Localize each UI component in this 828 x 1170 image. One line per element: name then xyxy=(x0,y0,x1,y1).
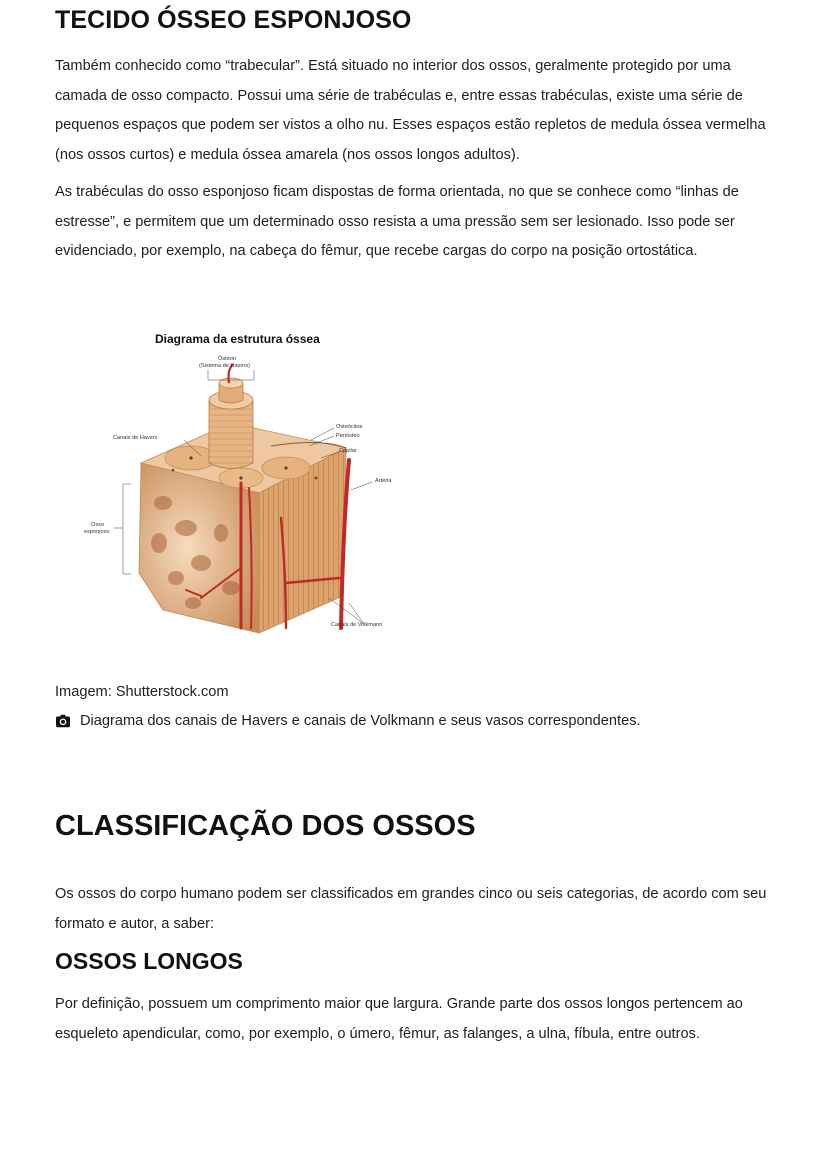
paragraph-classificacao: Os ossos do corpo humano podem ser classificados em grandes cinco ou seis categorias, de acordo com seu formato e autor, a saber: xyxy=(55,886,767,932)
section-title-tecido-osseo: TECIDO ÓSSEO ESPONJOSO xyxy=(55,6,412,34)
label-osso: Osso xyxy=(91,522,105,528)
camera-icon xyxy=(55,714,71,728)
label-canais-volkmann: Canais de Volkmann xyxy=(331,622,383,628)
label-osteon-sub: (Sistema de Havers) xyxy=(199,363,250,369)
label-canais-havers: Canais de Havers xyxy=(113,435,158,441)
paragraph-trabecular: Também conhecido como “trabecular”. Está situado no interior dos ossos, geralmente protegido por uma camada de osso compacto. Possui uma série de trabéculas e, entre essas trabéculas, existe uma série de pequenos espaços que podem ser vistos a olho nu. Esses espaços estão repletos de medula óssea vermelha (nos ossos curtos) e medula óssea amarela (nos ossos longos adultos). xyxy=(55,58,766,163)
label-arteria: Artéria xyxy=(375,478,392,484)
bone-structure-illustration xyxy=(81,328,391,643)
figure-caption xyxy=(55,713,641,729)
label-osteocitos: Osteócitos xyxy=(336,424,363,430)
label-capilar: Capilar xyxy=(339,448,357,454)
paragraph-trabeculas: As trabéculas do osso esponjoso ficam dispostas de forma orientada, no que se conhece como “linhas de estresse”, e permitem que um determinado osso resista a uma pressão sem ser lesionado. Isso pode ser evidenciado, por exemplo, na cabeça do fêmur, que recebe cargas do corpo na posição ortostática. xyxy=(55,184,739,259)
caption-text: Diagrama dos canais de Havers e canais de Volkmann e seus vasos correspondentes. xyxy=(80,713,641,729)
label-esponjoso: esponjoso xyxy=(84,529,110,535)
osteon-cylinder xyxy=(209,400,253,469)
label-osteon: Ósteon xyxy=(218,356,237,362)
bone-structure-figure xyxy=(81,328,391,643)
section-title-classificacao: CLASSIFICAÇÃO DOS OSSOS xyxy=(55,810,476,842)
figure-title: Diagrama da estrutura óssea xyxy=(155,332,320,346)
label-periosteo: Periósteo xyxy=(336,433,360,439)
paragraph-ossos-longos: Por definição, possuem um comprimento maior que largura. Grande parte dos ossos longos pertencem ao esqueleto apendicular, como, por exemplo, o úmero, fêmur, as falanges, a ulna, fíbula, entre outros. xyxy=(55,996,743,1042)
section-title-ossos-longos: OSSOS LONGOS xyxy=(55,948,243,974)
image-credit: Imagem: Shutterstock.com xyxy=(55,684,229,700)
